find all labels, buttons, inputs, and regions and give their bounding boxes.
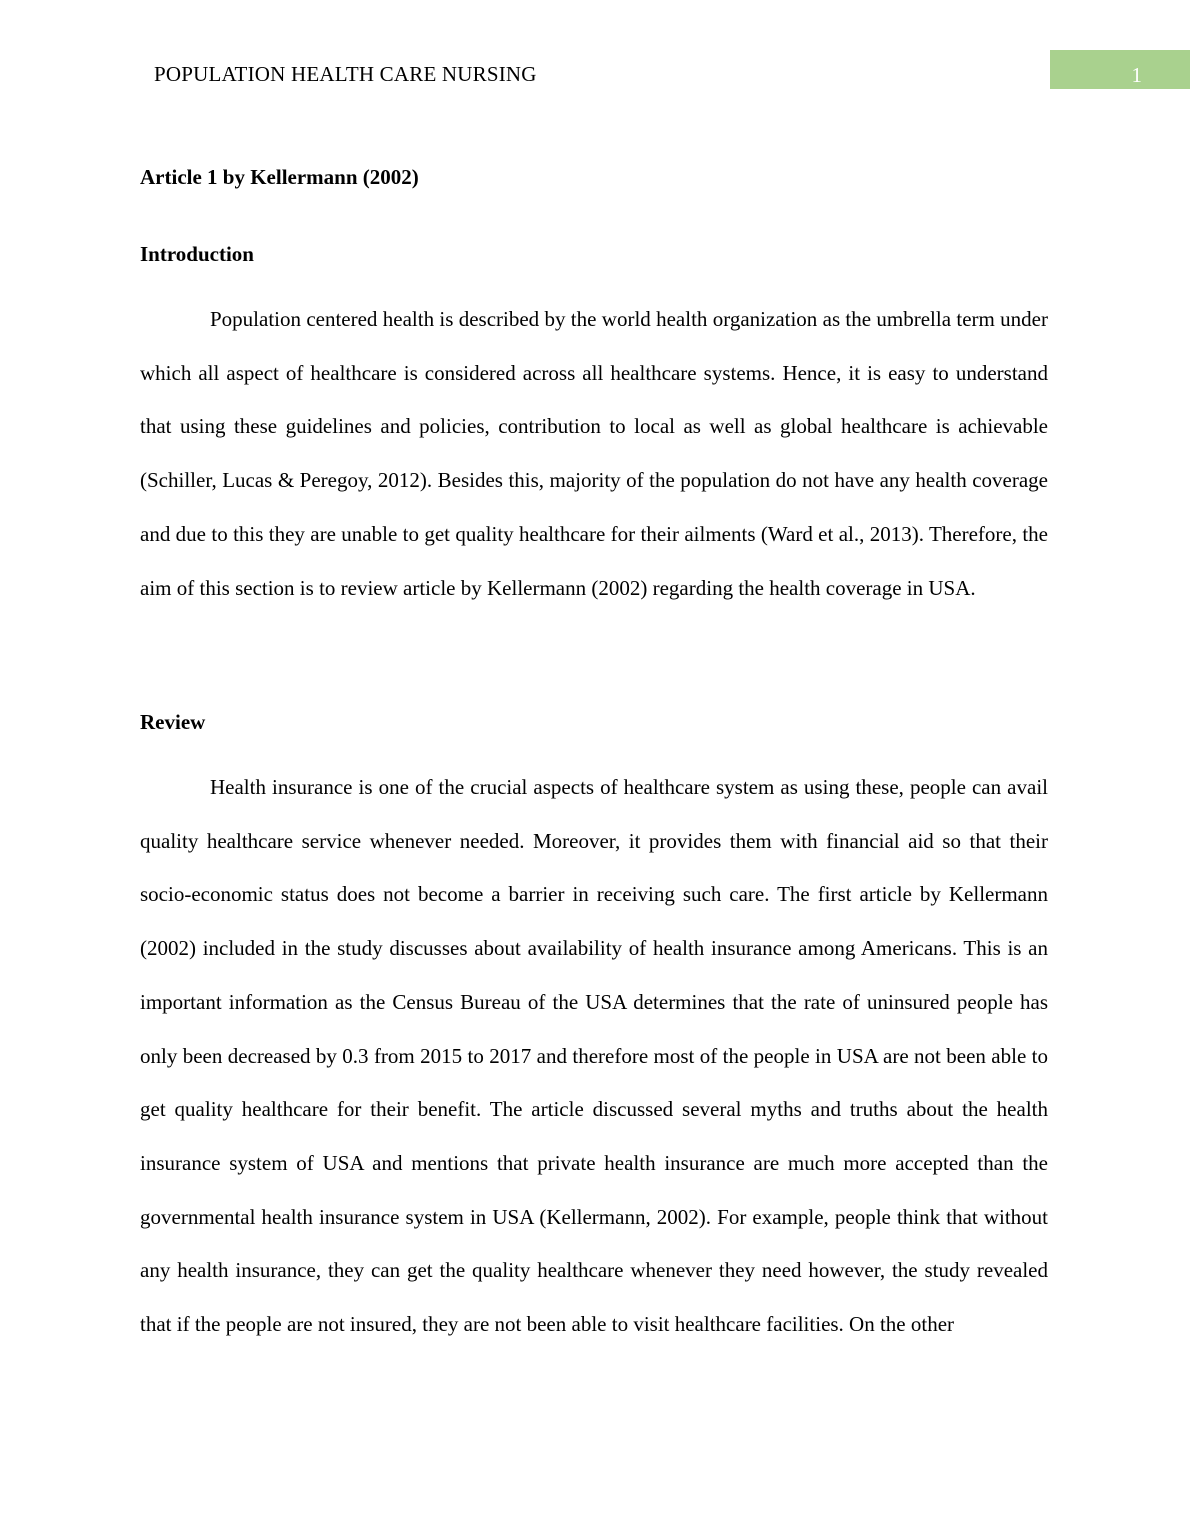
section-heading-introduction: Introduction xyxy=(140,242,254,266)
article-title: Article 1 by Kellermann (2002) xyxy=(140,165,419,189)
page-number-badge xyxy=(1050,50,1190,89)
section-heading-review: Review xyxy=(140,710,206,734)
running-head: POPULATION HEALTH CARE NURSING xyxy=(154,62,537,86)
review-paragraph: Health insurance is one of the crucial aspects of healthcare system as using these, people can avail quality healthcare service whenever needed. Moreover, it provides them with financial aid so that their socio-economic status does not become a barrier in receiving such care. The first article by Kellermann (2002) included in the study discusses about availability of health insurance among Americans. This is an important information as the Census Bureau of the USA determines that the rate of uninsured people has only been decreased by 0.3 from 2015 to 2017 and therefore most of the people in USA are not been able to get quality healthcare for their benefit. The article discussed several myths and truths about the health insurance system of USA and mentions that private health insurance are much more accepted than the governmental health insurance system in USA (Kellermann, 2002). For example, people think that without any health insurance, they can get the quality healthcare whenever they need however, the study revealed that if the people are not insured, they are not been able to visit healthcare facilities. On the other xyxy=(140,775,1048,1337)
introduction-paragraph: Population centered health is described by the world health organization as the umbrella term under which all aspect of healthcare is considered across all healthcare systems. Hence, it is easy to understand that using these guidelines and policies, contribution to local as well as global healthcare is achievable (Schiller, Lucas & Peregoy, 2012). Besides this, majority of the population do not have any health coverage and due to this they are unable to get quality healthcare for their ailments (Ward et al., 2013). Therefore, the aim of this section is to review article by Kellermann (2002) regarding the health coverage in USA. xyxy=(140,307,1048,600)
page-number: 1 xyxy=(1131,63,1142,87)
